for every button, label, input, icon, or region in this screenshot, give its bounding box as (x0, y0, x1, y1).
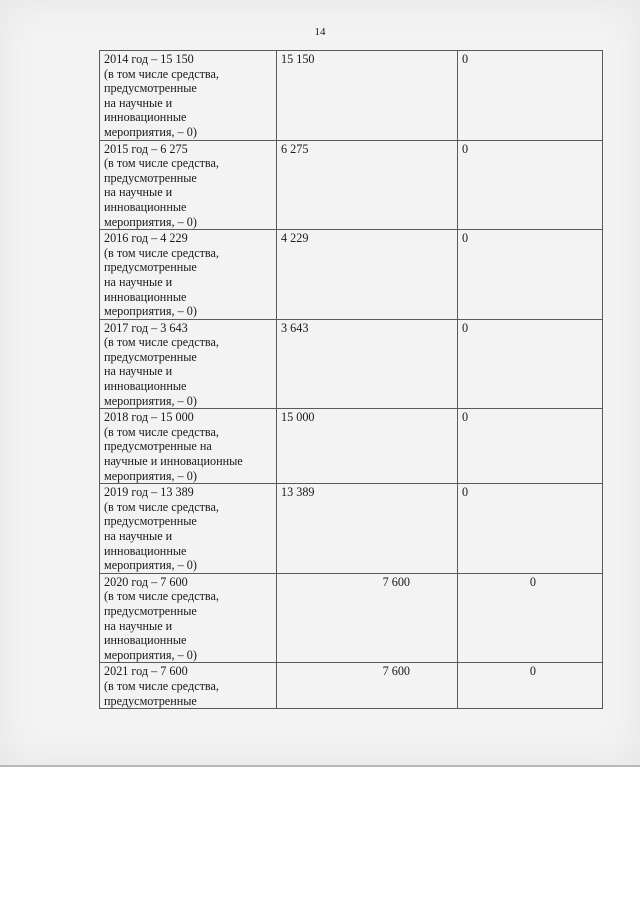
amount-cell: 3 643 (277, 319, 458, 409)
amount-cell: 15 150 (277, 51, 458, 141)
amount-cell: 6 275 (277, 140, 458, 230)
period-line: 2014 год – 15 150 (104, 52, 194, 66)
period-line: мероприятия, – 0) (104, 558, 197, 573)
period-line: на научные и (104, 274, 173, 289)
funding-table-body (100, 51, 603, 709)
extra-cell: 0 (458, 484, 603, 574)
period-line: предусмотренные (104, 693, 197, 708)
amount-cell: 13 389 (277, 484, 458, 574)
period-line: предусмотренные (104, 170, 197, 185)
period-line: 2016 год – 4 229 (104, 231, 188, 246)
extra-cell: 0 (458, 663, 603, 709)
period-line: (в том числе средства, (104, 335, 219, 350)
period-line: предусмотренные (104, 260, 197, 275)
period-line: предусмотренные (104, 514, 197, 529)
period-line: на научные и (104, 618, 173, 633)
extra-cell: 0 (458, 140, 603, 230)
table-row (100, 484, 603, 574)
period-line: (в том числе средства, (104, 678, 219, 693)
period-cell (100, 484, 277, 574)
period-line: мероприятия, – 0) (104, 647, 197, 662)
extra-cell: 0 (458, 230, 603, 320)
period-line: мероприятия, – 0) (104, 304, 197, 319)
period-cell (100, 230, 277, 320)
period-line: мероприятия, – 0) (104, 468, 197, 483)
period-cell (100, 409, 277, 484)
period-line: (в том числе средства, (104, 156, 219, 171)
amount-cell: 7 600 (277, 663, 458, 709)
period-line: инновационные (104, 289, 187, 304)
period-line: инновационные (104, 110, 187, 125)
extra-cell: 0 (458, 573, 603, 663)
table-row (100, 140, 603, 230)
period-line: инновационные (104, 379, 187, 394)
period-line: мероприятия, – 0) (104, 124, 197, 139)
amount-cell: 4 229 (277, 230, 458, 320)
table-row (100, 409, 603, 484)
period-line: предусмотренные на (104, 439, 212, 454)
period-line: (в том числе средства, (104, 499, 219, 514)
period-cell (100, 319, 277, 409)
period-line: 2015 год – 6 275 (104, 141, 188, 156)
period-line: на научные и (104, 185, 173, 200)
period-line: предусмотренные (104, 349, 197, 364)
table-row (100, 663, 603, 709)
period-line: 2020 год – 7 600 (104, 574, 188, 589)
period-line: на научные и (104, 364, 173, 379)
amount-cell: 7 600 (277, 573, 458, 663)
period-line: 2019 год – 13 389 (104, 485, 194, 500)
period-line: на научные и (104, 95, 173, 110)
period-cell (100, 573, 277, 663)
table-row (100, 319, 603, 409)
table-row (100, 573, 603, 663)
period-cell (100, 663, 277, 709)
period-line: предусмотренные (104, 603, 197, 618)
period-line: предусмотренные (104, 81, 197, 96)
extra-cell: 0 (458, 51, 603, 141)
period-line: 2021 год – 7 600 (104, 664, 188, 679)
table-row (100, 51, 603, 141)
period-line: 2018 год – 15 000 (104, 410, 194, 425)
extra-cell: 0 (458, 409, 603, 484)
amount-cell: 15 000 (277, 409, 458, 484)
period-line: (в том числе средства, (104, 66, 219, 81)
period-cell (100, 51, 277, 141)
page-number: 14 (314, 26, 326, 38)
period-line: научные и инновационные (104, 454, 243, 469)
funding-table (99, 50, 603, 709)
period-line: мероприятия, – 0) (104, 214, 197, 229)
table-row (100, 230, 603, 320)
period-line: инновационные (104, 543, 187, 558)
period-line: (в том числе средства, (104, 245, 219, 260)
extra-cell: 0 (458, 319, 603, 409)
period-line: мероприятия, – 0) (104, 393, 197, 408)
period-line: (в том числе средства, (104, 589, 219, 604)
period-line: (в том числе средства, (104, 424, 219, 439)
period-line: 2017 год – 3 643 (104, 320, 188, 335)
period-cell (100, 140, 277, 230)
period-line: на научные и (104, 529, 173, 543)
period-line: инновационные (104, 199, 187, 214)
period-line: инновационные (104, 633, 187, 648)
